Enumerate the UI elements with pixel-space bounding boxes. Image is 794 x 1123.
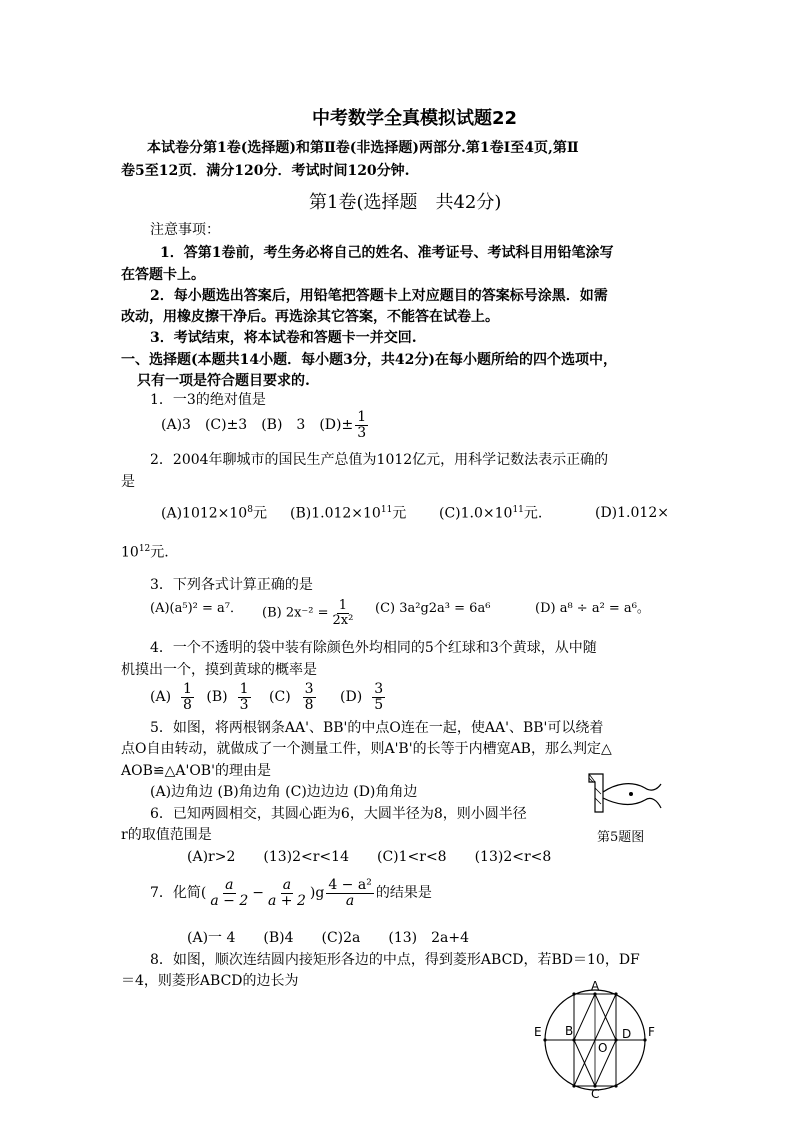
- q3-option-b: (B) 2x⁻² = $\frac{1}{\text{2x²}}$: [262, 598, 354, 628]
- q6-options: (A)r>2 (13)2<r<14 (C)1<r<8 (13)2<r<8: [187, 849, 552, 865]
- q2-option-c: $(C)1.0\times 10^{11}$元.: [439, 505, 543, 522]
- note-2-line-1: 2．每小题选出答案后，用铅笔把答题卡上对应题目的答案标号涂黑．如需: [150, 288, 608, 304]
- page-title: 中考数学全真模拟试题22: [312, 108, 518, 129]
- q2-option-d-cont: $10^{12}$元.: [121, 544, 169, 561]
- q6-line-2: r的取值范围是: [121, 827, 212, 843]
- q2-option-a: $(A)1012\times 10^8$元: [161, 505, 267, 522]
- note-1-line-2: 在答题卡上。: [121, 267, 205, 283]
- part1-line-2: 只有一项是符合题目要求的.: [137, 373, 310, 389]
- section-title: 第1卷(选择题 共42分): [309, 192, 502, 213]
- q3-option-d: (D) a⁸ ÷ a² = a⁶。: [535, 601, 650, 616]
- q4-options: (A) $\frac{1}{8}$ (B) $\frac{1}{3}$ (C) $\frac{3}{8}$ (D) $\frac{3}{5}$: [150, 681, 384, 713]
- q2-line-1: 2．2004年聊城市的国民生产总值为1012亿元，用科学记数法表示正确的: [150, 452, 609, 468]
- q3-option-a: (A)(a⁵)² = a⁷．: [150, 601, 243, 616]
- q2-option-d: (D)1.012×: [595, 505, 669, 521]
- q6-line-1: 6．已知两圆相交，其圆心距为6，大圆半径为8，则小圆半径: [150, 806, 527, 822]
- q5-line-3: AOB≌△A'OB'的理由是: [121, 763, 271, 779]
- fig8-label-b: B: [565, 1024, 574, 1038]
- q1-stem: 1．一3的绝对值是: [150, 392, 266, 408]
- part1-line-1: 一、选择题(本题共14小题．每小题3分，共42分)在每小题所给的四个选项中，: [121, 352, 617, 368]
- fig8-label-a: A: [591, 980, 600, 993]
- q2-line-2: 是: [121, 474, 135, 490]
- q3-stem: 3．下列各式计算正确的是: [150, 577, 313, 593]
- q5-options: (A)边角边 (B)角边角 (C)边边边 (D)角角边: [150, 784, 418, 800]
- q1-options: (A)3 (C)±3 (B) 3 (D)± $\frac{1}{3}$: [161, 409, 367, 441]
- q8-line-1: 8．如图，顺次连结圆内接矩形各边的中点，得到菱形ABCD，若BD＝10，DF: [150, 952, 640, 968]
- fig8-label-f: F: [648, 1025, 655, 1039]
- q8-line-2: ＝4，则菱形ABCD的边长为: [121, 973, 299, 989]
- q2-option-b: $(B)1.012\times 10^{11}$元: [290, 505, 407, 522]
- note-2-line-2: 改动，用橡皮擦干净后。再选涂其它答案，不能答在试卷上。: [121, 309, 499, 325]
- q5-line-2: 点O自由转动，就做成了一个测量工件，则A'B'的长等于内槽宽AB，那么判定△: [121, 741, 612, 757]
- note-1-line-1: 1．答第1卷前，考生务必将自己的姓名、准考证号、考试科目用铅笔涂写: [160, 245, 614, 261]
- q7-stem: 7．化简( $\frac{a}{a - 2}$ − $\frac{a}{a + 2}$ )g $\frac{\text{4 − a²}}{a}$ 的结果是: [150, 877, 432, 909]
- q8-figure: [530, 980, 660, 1100]
- fig8-label-e: E: [534, 1025, 542, 1039]
- intro-line-1: 本试卷分第1卷(选择题)和第Ⅱ卷(非选择题)两部分.第1卷Ⅰ至4页,第Ⅱ: [147, 140, 579, 156]
- q4-line-2: 机摸出一个，摸到黄球的概率是: [121, 662, 317, 678]
- fig8-label-d: D: [622, 1027, 632, 1041]
- fig8-label-o: O: [598, 1041, 608, 1055]
- notes-heading: 注意事项：: [150, 222, 220, 238]
- intro-line-2: 卷5至12页．满分120分．考试时间120分钟.: [121, 163, 410, 179]
- q5-figure-caption: 第5题图: [597, 830, 645, 845]
- q7-options: (A)一 4 (B)4 (C)2a (13) 2a+4: [187, 930, 470, 946]
- note-3: 3．考试结束，将本试卷和答题卡一并交回.: [150, 330, 417, 346]
- q4-line-1: 4．一个不透明的袋中装有除颜色外均相同的5个红球和3个黄球，从中随: [150, 640, 597, 656]
- q5-line-1: 5．如图，将两根钢条AA'、BB'的中点O连在一起，使AA'、BB'可以绕着: [150, 720, 604, 736]
- q3-option-c: (C) 3a²g2a³ = 6a⁶: [375, 601, 491, 616]
- q5-figure: [585, 768, 665, 828]
- fig8-label-c: C: [591, 1087, 600, 1100]
